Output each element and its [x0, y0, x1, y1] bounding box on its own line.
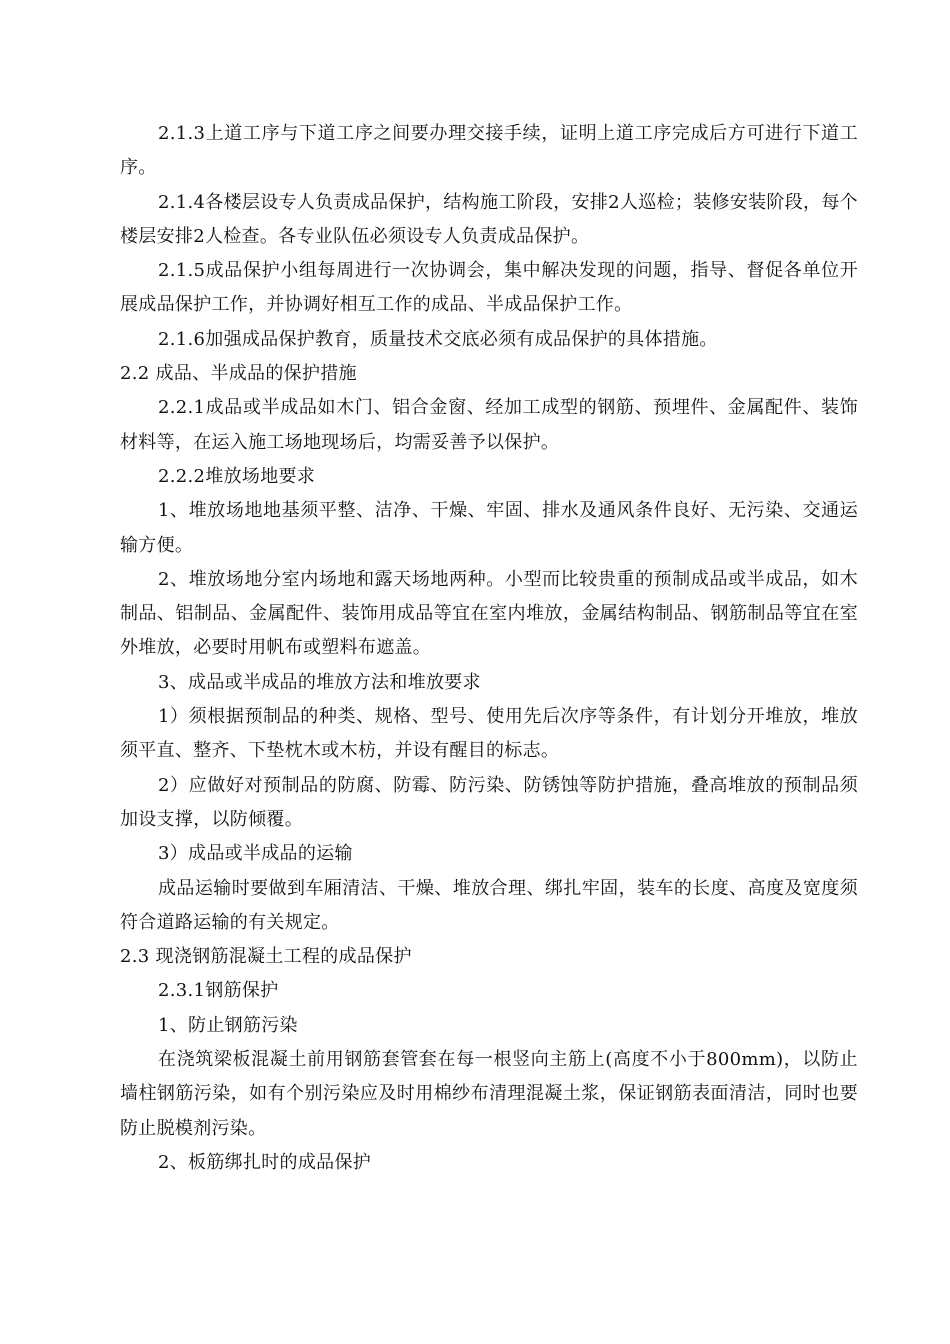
section-heading-2-2: 2.2 成品、半成品的保护措施	[120, 363, 357, 385]
list-item-3: 3、成品或半成品的堆放方法和堆放要求	[158, 671, 481, 693]
document-body	[120, 117, 858, 1180]
rebar-item-2: 2、板筋绑扎时的成品保护	[158, 1151, 372, 1173]
paragraph-2-1-5: 2.1.5成品保护小组每周进行一次协调会，集中解决发现的问题，指导、督促各单位开展成品保护工作，并协调好相互工作的成品、半成品保护工作。	[120, 260, 858, 316]
paragraph-2-1-6: 2.1.6加强成品保护教育，质量技术交底必须有成品保护的具体措施。	[158, 328, 718, 350]
sub-item-1: 1）须根据预制品的种类、规格、型号、使用先后次序等条件，有计划分开堆放，堆放须平直、整齐、下垫枕木或木枋，并设有醒目的标志。	[120, 706, 858, 762]
list-item-2: 2、堆放场地分室内场地和露天场地两种。小型而比较贵重的预制成品或半成品，如木制品、铝制品、金属配件、装饰用成品等宜在室内堆放，金属结构制品、钢筋制品等宜在室外堆放，必要时用帆布或塑料布遮盖。	[120, 568, 858, 659]
paragraph-2-2-1: 2.2.1成品或半成品如木门、铝合金窗、经加工成型的钢筋、预埋件、金属配件、装饰材料等，在运入施工场地现场后，均需妥善予以保护。	[120, 397, 858, 453]
paragraph-2-2-2: 2.2.2堆放场地要求	[158, 465, 316, 487]
paragraph-2-3-1: 2.3.1钢筋保护	[158, 980, 279, 1002]
rebar-pollution-paragraph: 在浇筑梁板混凝土前用钢筋套管套在每一根竖向主筋上(高度不小于800mm)，以防止墙柱钢筋污染，如有个别污染应及时用棉纱布清理混凝土浆，保证钢筋表面清洁，同时也要防止脱模剂污染。	[120, 1049, 858, 1139]
sub-item-2: 2）应做好对预制品的防腐、防霉、防污染、防锈蚀等防护措施，叠高堆放的预制品须加设支撑，以防倾覆。	[120, 774, 858, 830]
transport-paragraph: 成品运输时要做到车厢清洁、干燥、堆放合理、绑扎牢固，装车的长度、高度及宽度须符合道路运输的有关规定。	[120, 877, 858, 933]
sub-item-3: 3）成品或半成品的运输	[158, 843, 353, 865]
rebar-item-1: 1、防止钢筋污染	[158, 1014, 298, 1036]
paragraph-2-1-4: 2.1.4各楼层设专人负责成品保护，结构施工阶段，安排2人巡检；装修安装阶段，每个楼层安排2人检查。各专业队伍必须设专人负责成品保护。	[120, 191, 858, 247]
list-item-1: 1、堆放场地地基须平整、洁净、干燥、牢固、排水及通风条件良好、无污染、交通运输方便。	[120, 500, 858, 556]
paragraph-2-1-3: 2.1.3上道工序与下道工序之间要办理交接手续，证明上道工序完成后方可进行下道工序。	[120, 123, 858, 179]
section-heading-2-3: 2.3 现浇钢筋混凝土工程的成品保护	[120, 946, 412, 968]
